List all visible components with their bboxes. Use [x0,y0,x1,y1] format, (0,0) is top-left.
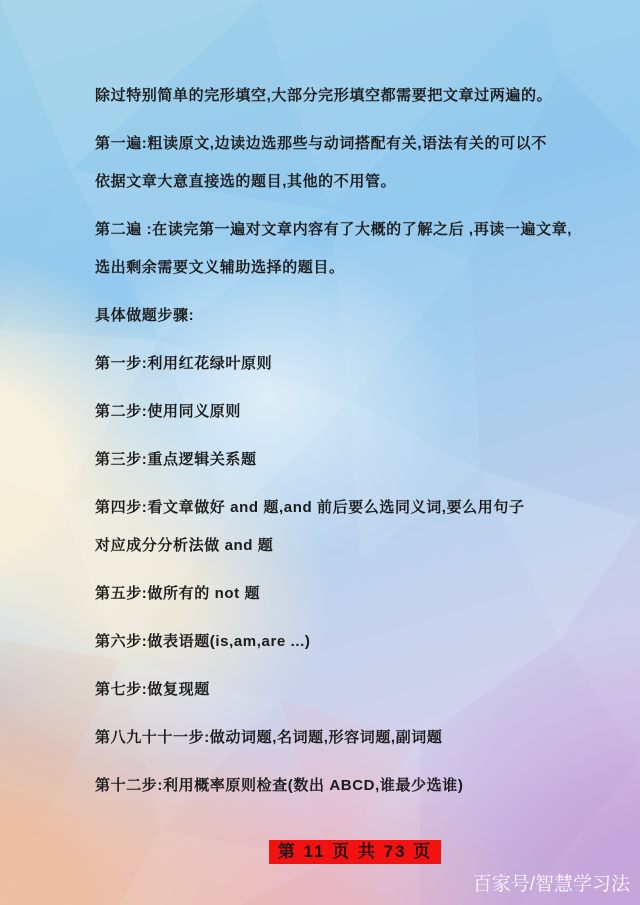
watermark: 百家号/智慧学习法 [472,874,630,895]
text-line: 第一步:利用红花绿叶原则 [95,355,273,372]
text-line: 具体做题步骤: [95,307,195,324]
paragraph [95,345,572,383]
paragraph [95,297,572,335]
text-line: 对应成分分析法做 and 题 [95,537,274,554]
text-line: 第四步:看文章做好 and 题,and 前后要么选同义词,要么用句子 [95,499,525,516]
text-line: 选出剩余需要文义辅助选择的题目。 [95,259,345,276]
text-line: 第十二步:利用概率原则检查(数出 ABCD,谁最少选谁) [95,777,464,794]
text-line: 第七步:做复现题 [95,681,210,698]
paragraph [95,719,572,757]
paragraph [95,623,572,661]
paragraph [95,77,572,115]
paragraph [95,211,572,287]
paragraph [95,671,572,709]
text-line: 第八九十十一步:做动词题,名词题,形容词题,副词题 [95,729,443,746]
paragraph [95,125,572,201]
footer [0,840,640,864]
page-number-badge: 第 11 页 共 73 页 [269,840,442,864]
paragraph [95,575,572,613]
text-line: 第二遍 :在读完第一遍对文章内容有了大概的了解之后 ,再读一遍文章, [95,221,573,238]
paragraph [95,393,572,431]
paragraph [95,441,572,479]
text-line: 第三步:重点逻辑关系题 [95,451,257,468]
text-line: 第二步:使用同义原则 [95,403,241,420]
text-line: 第一遍:粗读原文,边读边选那些与动词搭配有关,语法有关的可以不 [95,135,547,152]
paragraph [95,489,572,565]
paragraph [95,767,572,805]
text-line: 第六步:做表语题(is,am,are ...) [95,633,311,650]
text-line: 第五步:做所有的 not 题 [95,585,261,602]
text-line: 除过特别简单的完形填空,大部分完形填空都需要把文章过两遍的。 [95,87,553,104]
text-line: 依据文章大意直接选的题目,其他的不用管。 [95,173,397,190]
